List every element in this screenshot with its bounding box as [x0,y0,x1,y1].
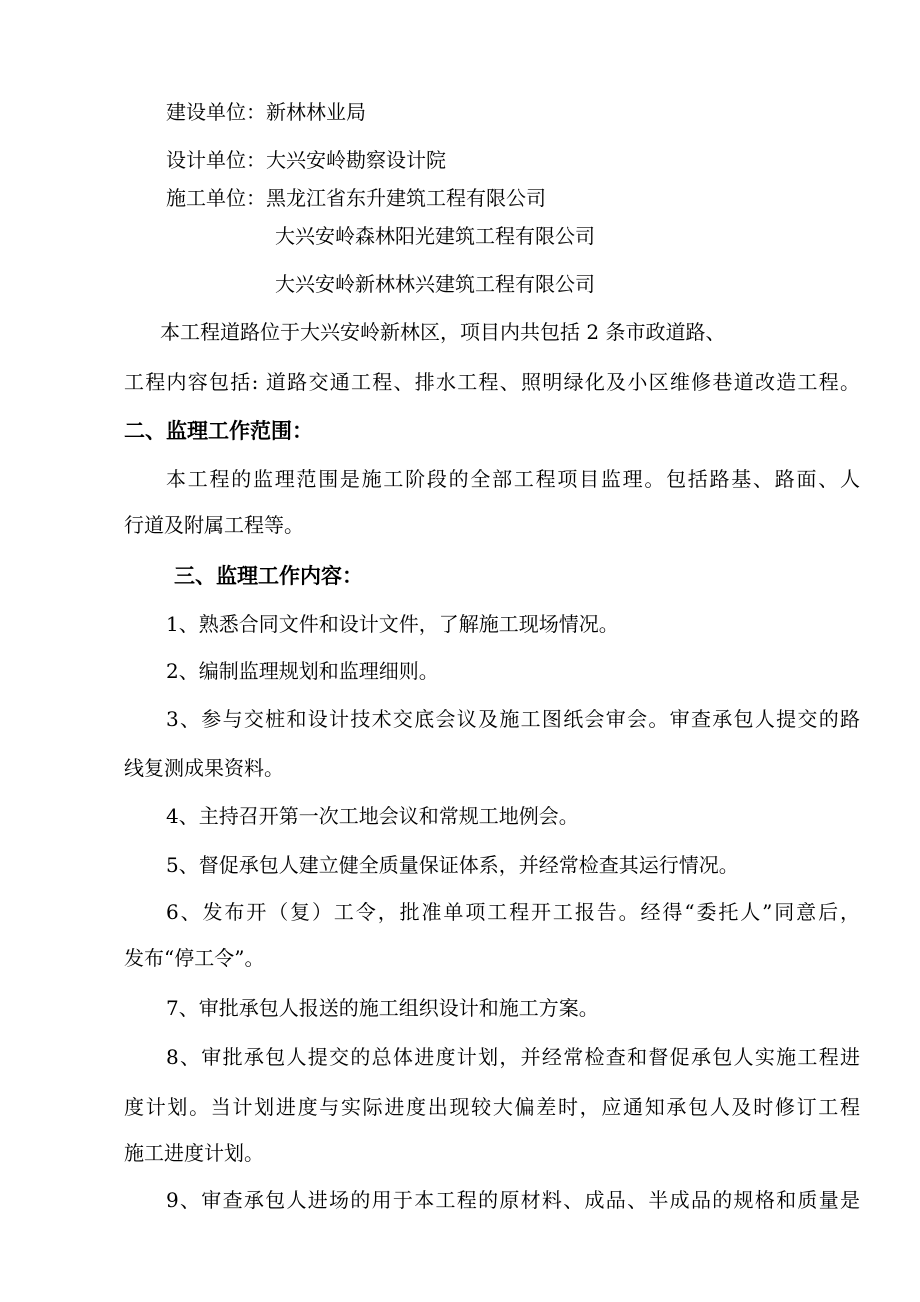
list-item: 6、发布开（复）工令，批准单项工程开工报告。经得“委托人”同意后， [166,900,860,924]
list-item: 4、主持召开第一次工地会议和常规工地例会。 [166,804,579,828]
unit-contractor-1: 施工单位：黑龙江省东升建筑工程有限公司 [166,186,546,210]
section-2-heading: 二、监理工作范围： [124,419,313,443]
list-item: 发布“停工令”。 [124,946,265,970]
list-item: 施工进度计划。 [124,1141,264,1165]
list-item: 2、编制监理规划和监理细则。 [166,659,439,683]
unit-contractor-3: 大兴安岭新林林兴建筑工程有限公司 [275,272,595,296]
overview-line-2: 工程内容包括: 道路交通工程、排水工程、照明绿化及小区维修巷道改造工程。 [124,370,860,394]
unit-contractor-2: 大兴安岭森林阳光建筑工程有限公司 [275,224,595,248]
unit-owner: 建设单位：新林林业局 [166,100,366,124]
list-item: 9、审查承包人进场的用于本工程的原材料、成品、半成品的规格和质量是 [166,1188,860,1212]
list-item: 8、审批承包人提交的总体进度计划，并经常检查和督促承包人实施工程进 [166,1045,860,1069]
list-item: 5、督促承包人建立健全质量保证体系，并经常检查其运行情况。 [166,853,739,877]
overview-line-1: 本工程道路位于大兴安岭新林区，项目内共包括 2 条市政道路、 [160,320,726,344]
section-2-line-2: 行道及附属工程等。 [124,513,304,537]
list-item: 度计划。当计划进度与实际进度出现较大偏差时，应通知承包人及时修订工程 [124,1095,860,1119]
unit-designer: 设计单位：大兴安岭勘察设计院 [166,148,446,172]
list-item: 3、参与交桩和设计技术交底会议及施工图纸会审会。审查承包人提交的路 [166,707,860,731]
list-item: 线复测成果资料。 [124,756,284,780]
list-item: 7、审批承包人报送的施工组织设计和施工方案。 [166,996,599,1020]
section-2-line-1: 本工程的监理范围是施工阶段的全部工程项目监理。包括路基、路面、人 [166,467,860,491]
list-item: 1、熟悉合同文件和设计文件，了解施工现场情况。 [166,612,619,636]
section-3-heading: 三、监理工作内容： [174,564,363,588]
